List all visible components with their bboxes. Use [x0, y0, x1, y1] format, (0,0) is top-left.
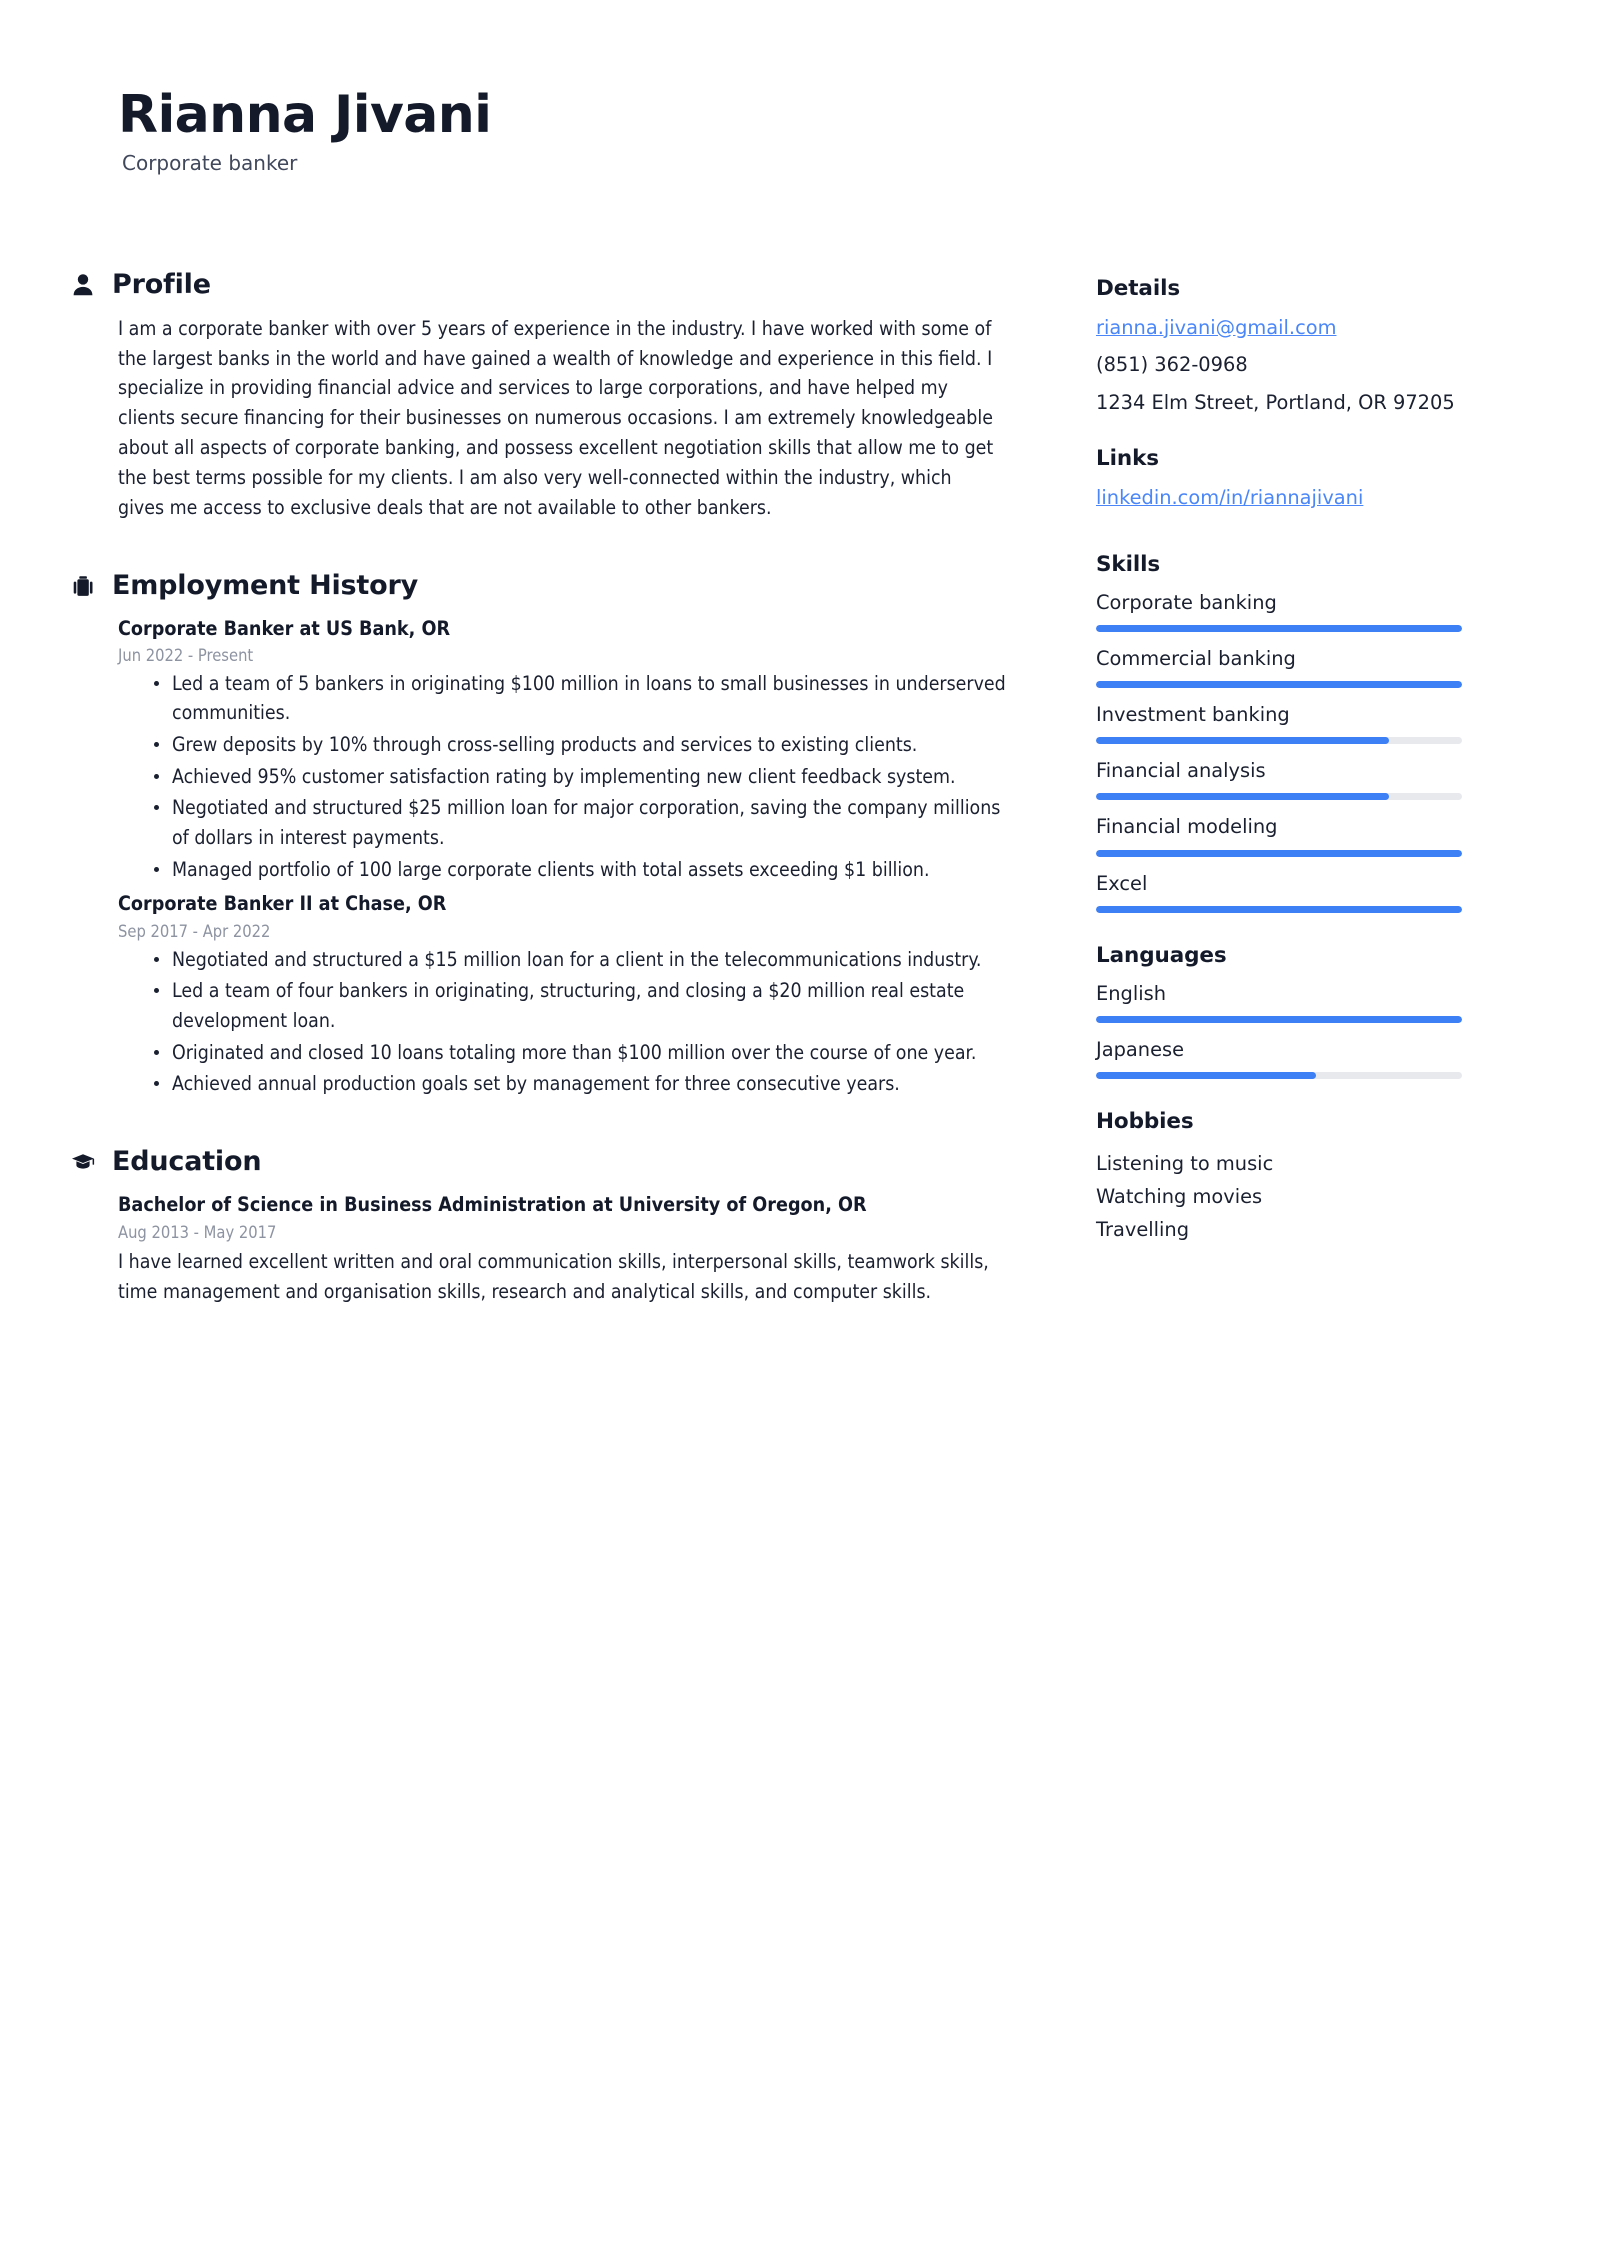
language-level-track [1096, 1072, 1462, 1079]
skill-level-fill [1096, 625, 1462, 632]
skill-item [1096, 871, 1486, 913]
graduation-cap-icon [70, 1148, 96, 1176]
mailing-address: 1234 Elm Street, Portland, OR 97205 [1096, 390, 1455, 414]
profile-text: I am a corporate banker with over 5 years of experience in the industry. I have worked with some of the largest banks in the world and have gained a wealth of knowledge and experience in this field. I specialize in providing financial advice and services to large corporations, and have helped my clients secure financing for their businesses on numerous occasions. I am extremely knowledgeable about all aspects of corporate banking, and possess excellent negotiation skills that allow me to get the best terms possible for my clients. I am also very well-connected within the industry, which gives me access to exclusive deals that are not available to other bankers. [118, 316, 994, 519]
skill-item [1096, 758, 1486, 800]
skill-label: Financial modeling [1096, 815, 1278, 839]
education-entry-title: Bachelor of Science in Business Administration at University of Oregon, OR [118, 1192, 867, 1216]
candidate-job-title: Corporate banker [122, 151, 298, 176]
skill-level-fill [1096, 906, 1462, 913]
education-heading: Education [112, 1146, 262, 1178]
sidebar [1096, 276, 1486, 1277]
skill-label: Commercial banking [1096, 646, 1296, 670]
languages-block [1096, 943, 1486, 1079]
linkedin-link[interactable]: linkedin.com/in/riannajivani [1096, 486, 1364, 510]
hobby-item: Listening to music [1096, 1151, 1274, 1175]
skills-block [1096, 552, 1486, 913]
language-level-fill [1096, 1072, 1316, 1079]
list-item: Negotiated and structured $25 million loan for major corporation, saving the company millions of dollars in interest payments. [154, 793, 1022, 852]
skill-item [1096, 646, 1486, 688]
skill-level-fill [1096, 681, 1462, 688]
education-entry-date: Aug 2013 - May 2017 [118, 1222, 277, 1242]
employment-heading: Employment History [112, 569, 418, 601]
employment-entry-title: Corporate Banker II at Chase, OR [118, 892, 447, 916]
skill-level-fill [1096, 850, 1462, 857]
list-item: Achieved 95% customer satisfaction rating by implementing new client feedback system. [154, 762, 1022, 792]
employment-entry-bullets [118, 669, 1018, 885]
language-level-fill [1096, 1016, 1462, 1023]
phone-number: (851) 362-0968 [1096, 353, 1248, 377]
employment-entry-date: Jun 2022 - Present [118, 646, 254, 666]
profile-section-header [70, 270, 1030, 300]
candidate-name: Rianna Jivani [118, 85, 492, 145]
email-link[interactable]: rianna.jivani@gmail.com [1096, 315, 1337, 339]
education-entry [118, 1191, 1018, 1307]
education-section-header [70, 1147, 1030, 1177]
skill-level-fill [1096, 737, 1389, 744]
hobbies-heading: Hobbies [1096, 1108, 1194, 1134]
briefcase-icon [70, 572, 96, 600]
list-item: Grew deposits by 10% through cross-selling products and services to existing clients. [154, 730, 1022, 760]
hobbies-block [1096, 1109, 1486, 1247]
details-block [1096, 276, 1486, 416]
profile-heading: Profile [112, 269, 211, 300]
employment-entry-date: Sep 2017 - Apr 2022 [118, 922, 271, 942]
list-item: Negotiated and structured a $15 million loan for a client in the telecommunications industry. [154, 945, 1022, 975]
education-entry-description: I have learned excellent written and oral communication skills, interpersonal skills, teamwork skills, time management and organisation skills, research and analytical skills, and computer skills. [118, 1249, 989, 1303]
skill-level-track [1096, 906, 1462, 913]
skill-level-track [1096, 625, 1462, 632]
resume-header [118, 85, 1118, 176]
skill-label: Excel [1096, 871, 1148, 895]
details-heading: Details [1096, 276, 1181, 301]
list-item: Managed portfolio of 100 large corporate clients with total assets exceeding $1 billion. [154, 855, 1022, 885]
spacer [70, 529, 1030, 571]
spacer [70, 1105, 1030, 1147]
education-section [70, 1147, 1030, 1307]
skill-level-track [1096, 681, 1462, 688]
skills-heading: Skills [1096, 551, 1161, 577]
skill-level-track [1096, 850, 1462, 857]
profile-section [70, 270, 1030, 523]
language-level-track [1096, 1016, 1462, 1023]
employment-entry-title: Corporate Banker at US Bank, OR [118, 616, 451, 640]
language-item [1096, 981, 1486, 1023]
skill-label: Corporate banking [1096, 590, 1277, 614]
language-label: Japanese [1096, 1037, 1185, 1061]
links-block [1096, 446, 1486, 521]
skill-label: Investment banking [1096, 702, 1290, 726]
skill-level-fill [1096, 793, 1389, 800]
skill-label: Financial analysis [1096, 759, 1266, 783]
languages-heading: Languages [1096, 942, 1227, 968]
skill-level-track [1096, 793, 1462, 800]
employment-entry [118, 890, 1018, 1099]
list-item: Originated and closed 10 loans totaling more than $100 million over the course of one year. [154, 1038, 1022, 1068]
list-item: Led a team of 5 bankers in originating $100 million in loans to small businesses in underserved communities. [154, 669, 1022, 728]
list-item: Led a team of four bankers in originating, structuring, and closing a $20 million real estate development loan. [154, 976, 1022, 1035]
skill-item [1096, 702, 1486, 744]
employment-section-header [70, 571, 1030, 601]
employment-entry [118, 615, 1018, 885]
main-column [70, 270, 1030, 1313]
list-item: Achieved annual production goals set by management for three consecutive years. [154, 1069, 1022, 1099]
links-heading: Links [1096, 446, 1159, 472]
skill-item [1096, 814, 1486, 856]
skill-item [1096, 590, 1486, 632]
user-icon [70, 271, 96, 299]
language-item [1096, 1037, 1486, 1079]
employment-entry-bullets [118, 945, 1018, 1099]
language-label: English [1096, 981, 1167, 1005]
employment-section [70, 571, 1030, 1099]
hobby-item: Travelling [1096, 1218, 1190, 1242]
hobby-item: Watching movies [1096, 1185, 1263, 1209]
skill-level-track [1096, 737, 1462, 744]
